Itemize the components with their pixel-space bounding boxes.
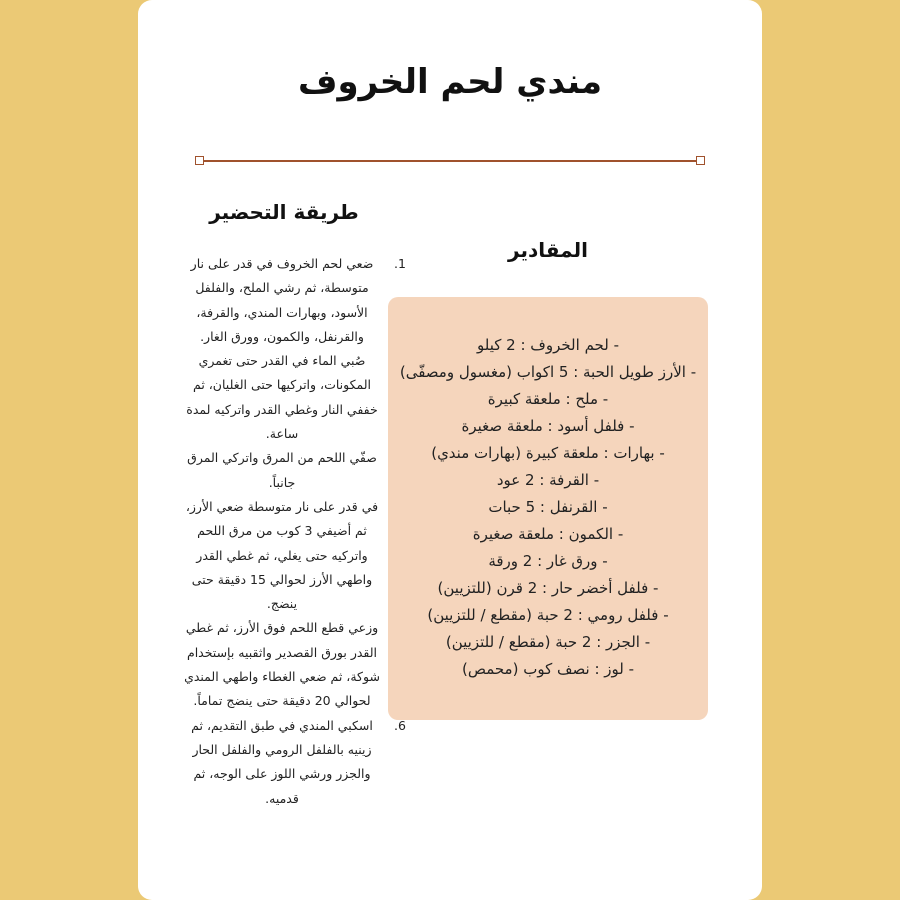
method-heading: طريقة التحضير [209,200,359,224]
ingredient: - فلفل أسود : ملعقة صغيرة [461,417,635,435]
step: 2. صُبي الماء في القدر حتى تغمري المكونات، واتركيها حتى الغليان، ثم خففي النار وغطي القدر واتركيه لمدة ساعة. [178,349,390,446]
ingredient: - الأرز طويل الحبة : 5 اكواب (مغسول ومصفّى) [399,363,697,381]
divider [199,160,701,162]
step: 1. ضعي لحم الخروف في قدر على نار متوسطة، ثم رشي الملح، والفلفل الأسود، وبهارات المندي، والقرفة، والقرنفل، والكمون، وورق الغار. [178,252,390,349]
ingredient: - فلفل أخضر حار : 2 قرن (للتزيين) [437,579,659,597]
step: 3. صفّي اللحم من المرق واتركي المرق جانباً. [178,446,390,495]
ingredient: - ملح : ملعقة كبيرة [487,390,609,408]
ingredient: - لوز : نصف كوب (محمص) [461,660,635,678]
ingredients-list [388,332,708,683]
ingredient: - ورق غار : 2 ورقة [488,552,608,570]
step: 4. في قدر على نار متوسطة ضعي الأرز، ثم أضيفي 3 كوب من مرق اللحم واتركيه حتى يغلي، ثم غطي القدر واطهي الأرز لحوالي 15 دقيقة حتى ينضج. [178,495,390,616]
ingredient: - القرفة : 2 عود [496,471,600,489]
ingredient: - فلفل رومي : 2 حبة (مقطع / للتزيين) [427,606,669,624]
divider-end-left [195,156,204,165]
ingredient: - الكمون : ملعقة صغيرة [472,525,624,543]
ingredient: - بهارات : ملعقة كبيرة (بهارات مندي) [431,444,665,462]
ingredients-heading: المقادير [508,238,588,262]
ingredients-box [388,297,708,720]
step: 5. وزعي قطع اللحم فوق الأرز، ثم غطي القدر بورق القصدير واثقبيه بإستخدام شوكة، ثم ضعي الغطاء واطهي المندي لحوالي 20 دقيقة حتى ينضج تماماً. [178,616,390,713]
ingredient: - الجزر : 2 حبة (مقطع / للتزيين) [445,633,651,651]
recipe-card [138,0,762,900]
method-steps [178,252,412,811]
step: 6. اسكبي المندي في طبق التقديم، ثم زينيه بالفلفل الرومي والفلفل الحار والجزر ورشي اللوز على الوجه، ثم قدميه. [178,714,390,811]
ingredient: - لحم الخروف : 2 كيلو [477,336,619,354]
page-title: مندي لحم الخروف [297,62,603,102]
divider-end-right [696,156,705,165]
ingredient: - القرنفل : 5 حبات [488,498,608,516]
